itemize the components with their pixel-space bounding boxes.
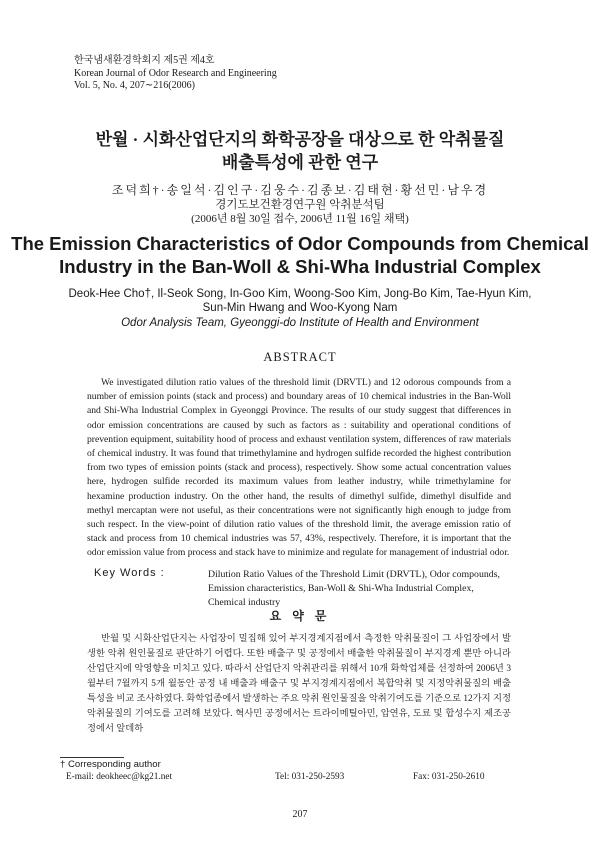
keywords-label: Key Words : [94, 567, 165, 579]
author-email: E-mail: deokheec@kg21.net [66, 772, 173, 782]
keywords-text: Dilution Ratio Values of the Threshold Limit (DRVTL), Odor compounds, Emission characteristics, Ban-Woll & Shi-Wha Industrial Complex, Chemical industry [208, 569, 500, 608]
summary-ko-heading: 요 약 문 [269, 609, 331, 623]
author-fax: Fax: 031-250-2610 [413, 772, 485, 782]
abstract-text: We investigated dilution ratio values of the threshold limit (DRVTL) and 12 odorous compounds from a number of emission points (stack and process) and boundary areas of 10 chemical industries in the Ban-Woll and Shi-Wha Industrial Complex in Gyeonggi Province. The results of our study suggest that differences in odor emission concentrations are caused by such as factors as : suitability and operational conditions of prevention equipment, suitability hood of process and exhaust ventilation system, differences of raw materials of chemical industry. It was found that trimethylamine and hydrogen sulfide recorded the highest contribution from two types of emission points (stack and process), respectively. Show some actual concentration values here, hydrogen sulfide recorded its maximum values from leather industry, while trimethylamine for hexamine production industry. On the other hand, the results of dimethyl sulfide, dimethyl disulfide and methyl mercaptan were not useful, as their concentrations were not significantly high enough to judge from such respect. In the view-point of dilution ratio values of the threshold limit, the average emission ratio of stack and process from 10 chemical industries was 57, 43%, respectively. Therefore, it is important that the odor emission value from process and stack have to minimize and regulate for management of industrial odor. [87, 377, 511, 559]
institution-ko: 경기도보건환경연구원 악취분석팀 [215, 199, 385, 211]
journal-name-ko: 한국냄새환경학회지 제5권 제4호 [74, 55, 215, 66]
authors-ko: 조덕희†·송일석·김인구·김웅수·김종보·김태현·황선민·남우경 [111, 183, 489, 197]
title-ko-line1: 반월 · 시화산업단지의 화학공장을 대상으로 한 악취물질 [95, 130, 505, 149]
abstract-heading: ABSTRACT [263, 350, 337, 364]
footnote-divider [60, 757, 124, 758]
received-accepted-dates: (2006년 8월 30일 접수, 2006년 11월 16일 채택) [191, 213, 409, 225]
institution-en: Odor Analysis Team, Gyeonggi-do Institute of Health and Environment [121, 317, 479, 329]
title-en-line1: The Emission Characteristics of Odor Compounds from Chemical [11, 233, 589, 254]
journal-name-en: Korean Journal of Odor Research and Engineering [74, 67, 277, 79]
authors-en-line1: Deok-Hee Cho†, Il-Seok Song, In-Goo Kim, Woong-Soo Kim, Jong-Bo Kim, Tae-Hyun Kim, [68, 288, 532, 300]
page-number: 207 [292, 809, 308, 820]
journal-header [74, 55, 277, 93]
title-en-line2: Industry in the Ban-Woll & Shi-Wha Industrial Complex [59, 256, 541, 277]
author-telephone: Tel: 031-250-2593 [275, 772, 345, 782]
title-ko-line2: 배출특성에 관한 연구 [221, 153, 379, 172]
authors-en-line2: Sun-Min Hwang and Woo-Kyong Nam [202, 302, 398, 314]
corresponding-author-note: † Corresponding author [60, 759, 161, 770]
summary-ko-text: 반월 및 시화산업단지는 사업장이 밀집해 있어 부지경계지점에서 측정한 악취물질이 그 사업장에서 발생한 악취 원인물질로 판단하기 어렵다. 또한 배출구 및 공정에서 배출한 악취물질이 부지경계 뿐만 아니라 산업단지에 악영향을 미치고 있다. 따라서 산업단지 악취관리를 위해서 10개 화학업체를 선정하여 2006년 3월부터 7월까지 5개 월동안 공정 내 배출과 배출구 및 부지경계지점에서 복합악취 및 지정악취물질의 배출특성을 비교 조사하였다. 화학업종에서 발생하는 주요 악취 원인물질을 악취기여도를 기준으로 12가지 지정악취물질의 기여도를 고려해 보았다. 혁사민 공정에서는 트라이메틸아민, 압연유, 도료 및 합성수지 제조공정에서 알데하 [87, 634, 511, 734]
journal-volume: Vol. 5, No. 4, 207∼216(2006) [74, 80, 195, 91]
